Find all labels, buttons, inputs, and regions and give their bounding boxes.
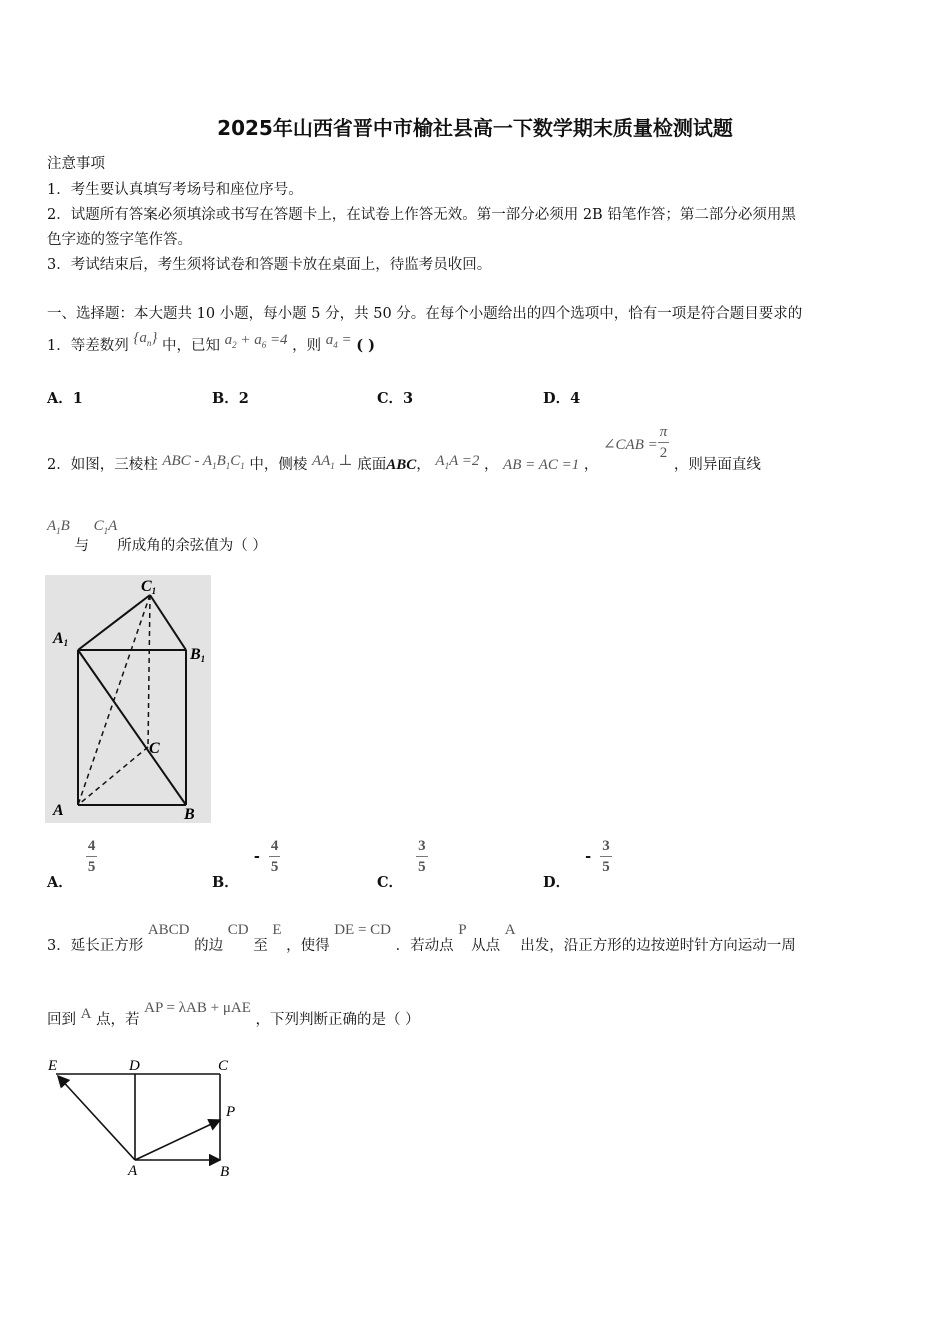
q2-text-2: 中，侧棱 xyxy=(249,456,308,473)
q2-text-4: ，则异面直线 xyxy=(673,456,761,473)
q2-option-b: B． - $\frac{4}{5}$ xyxy=(212,838,279,891)
q2-text-and: 与 xyxy=(74,538,89,554)
q3-math-de-cd: DE = CD xyxy=(334,922,391,938)
q2-math-line-c1a: $C_1A$ xyxy=(93,518,118,536)
q1-math-target: $a_4$ = xyxy=(325,332,352,350)
q3-text-question: ，下列判断正确的是（ ） xyxy=(255,1012,420,1028)
label-c1: C1 xyxy=(141,578,157,596)
notice-heading: 注意事项 xyxy=(47,156,105,172)
page-title: 2025年山西省晋中市榆社县高一下数学期末质量检测试题 xyxy=(217,116,733,140)
q1-math-sequence: $\{a_n\}$ xyxy=(133,330,158,348)
q3-text-3: 至 xyxy=(253,938,268,954)
q1-option-c: C．3 xyxy=(377,390,414,407)
question-1 xyxy=(47,330,376,356)
q2-text-3: 底面 xyxy=(357,456,387,473)
q2-text-question: 所成角的余弦值为（ ） xyxy=(117,538,267,554)
label-b: B xyxy=(220,1164,230,1180)
label-c: C xyxy=(218,1058,229,1074)
label-e: E xyxy=(48,1058,58,1074)
q1-number: 1． xyxy=(47,338,71,354)
notice-item-3: 3．考试结束后，考生须将试卷和答题卡放在桌面上，待监考员收回。 xyxy=(47,257,492,273)
q2-math-prism: ABC - $A_1B_1C_1$ xyxy=(162,452,245,471)
q3-math-square: ABCD xyxy=(147,922,190,938)
label-b1: B1 xyxy=(190,646,206,664)
q3-text-4: ，使得 xyxy=(286,938,330,954)
q3-text-6: 从点 xyxy=(471,938,501,954)
q2-text-base: ABC xyxy=(386,456,417,473)
question-3-line-2 xyxy=(47,996,420,1028)
q2-math-edge: $AA_1$ ⊥ xyxy=(311,452,353,471)
q2-option-c: C． $\frac{3}{5}$ xyxy=(377,838,426,891)
label-p: P xyxy=(226,1104,236,1120)
notice-item-1: 1．考生要认真填写考场号和座位序号。 xyxy=(47,182,303,198)
q3-math-vector-eq: AP = λAB + μAE xyxy=(144,1000,251,1016)
q3-text-1: 延长正方形 xyxy=(70,938,144,954)
square-figure xyxy=(40,1052,250,1180)
q2-math-angle-fraction: $\frac{\pi}{2}$ xyxy=(659,424,668,461)
question-2-line-1 xyxy=(47,424,761,473)
q3-math-cd: CD xyxy=(227,922,249,938)
label-c: C xyxy=(149,740,160,757)
q1-text-3: ，则 xyxy=(292,338,322,354)
q2-comma-3: ， xyxy=(583,456,599,473)
q3-text-return: 回到 xyxy=(47,1012,76,1028)
q3-text-5: ．若动点 xyxy=(395,938,454,954)
vector-ap xyxy=(135,1120,220,1160)
q1-text-2: 中，已知 xyxy=(161,338,220,354)
q1-option-a: A．1 xyxy=(47,390,83,407)
q2-option-d: D． - $\frac{3}{5}$ xyxy=(543,838,610,891)
q1-math-condition: $a_2 + a_6 =4$ xyxy=(224,332,288,350)
label-d: D xyxy=(129,1058,140,1074)
q1-text-1: 等差数列 xyxy=(70,338,129,354)
q1-text-4: ( ) xyxy=(356,337,376,354)
section-heading: 一、选择题：本大题共 10 小题，每小题 5 分，共 50 分。在每个小题给出的四个选项中，恰有一项是符合题目要求的 xyxy=(47,306,803,322)
q3-text-7: 出发，沿正方形的边按逆时针方向运动一周 xyxy=(520,938,796,954)
q2-math-height: $A_1A =2$ xyxy=(435,452,480,471)
label-a: A xyxy=(128,1163,138,1179)
q2-comma-1: ， xyxy=(416,456,431,473)
q3-math-p: P xyxy=(458,922,467,938)
q3-number: 3． xyxy=(47,938,71,954)
q3-math-a: A xyxy=(504,922,516,938)
q3-math-e: E xyxy=(272,922,282,938)
q1-option-b: B．2 xyxy=(212,390,249,407)
notice-item-2-cont: 色字迹的签字笔作答。 xyxy=(47,232,192,248)
prism-figure xyxy=(45,575,211,823)
q2-comma-2: ， xyxy=(483,456,499,473)
q2-option-a: A． $\frac{4}{5}$ xyxy=(47,838,96,891)
q3-math-a-2: A xyxy=(80,1006,92,1022)
q3-text-if: 点，若 xyxy=(96,1012,140,1028)
q2-number: 2． xyxy=(47,456,71,473)
notice-item-2: 2．试题所有答案必须填涂或书写在答题卡上，在试卷上作答无效。第一部分必须用 2B 铅笔作答；第二部分必须用黑 xyxy=(47,207,796,223)
label-b: B xyxy=(184,806,195,823)
q3-text-2: 的边 xyxy=(194,938,224,954)
q2-math-lengths: AB = AC =1 xyxy=(503,456,580,473)
q2-math-angle: ∠CAB = xyxy=(602,436,658,453)
q1-option-d: D．4 xyxy=(543,390,581,407)
label-a: A xyxy=(53,802,64,819)
label-a1: A1 xyxy=(53,630,69,648)
question-2-line-2 xyxy=(47,518,267,554)
question-3-line-1 xyxy=(47,918,796,954)
q2-math-line-a1b: $A_1B$ xyxy=(47,518,70,536)
q2-text-1: 如图，三棱柱 xyxy=(70,456,158,473)
vector-ae xyxy=(58,1076,135,1160)
